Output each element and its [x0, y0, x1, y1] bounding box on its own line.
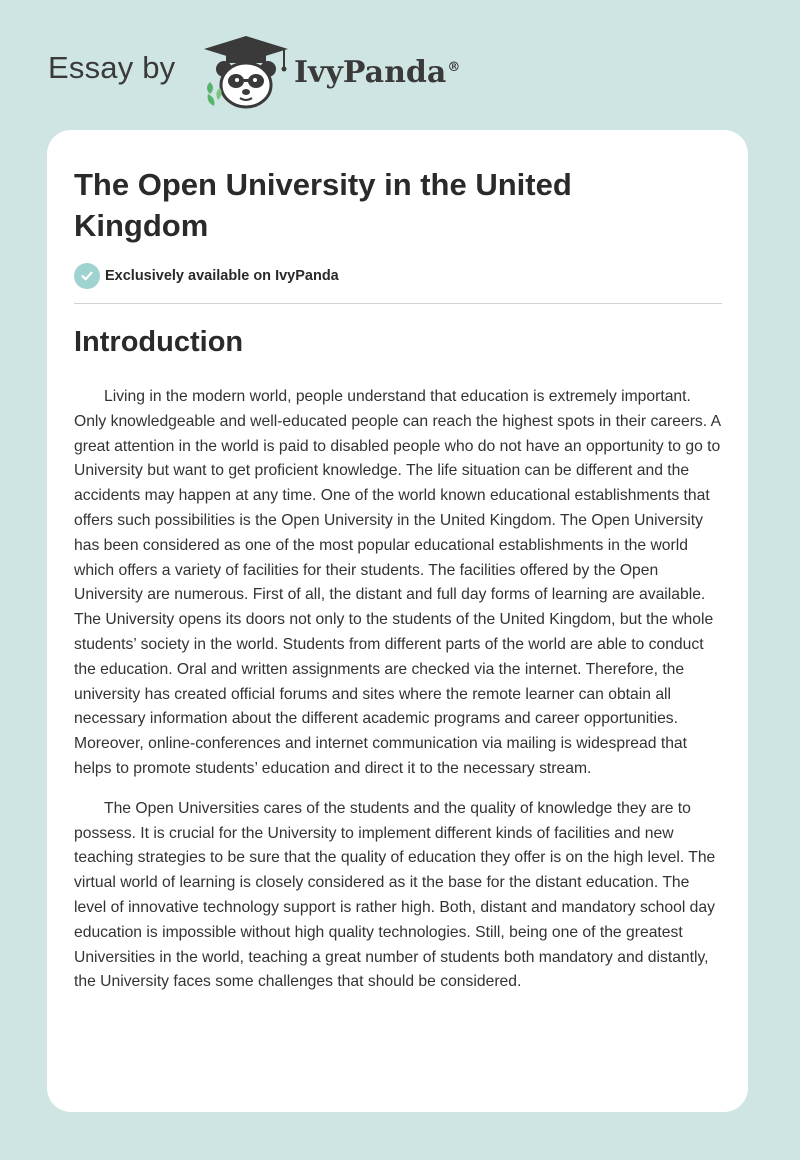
- brand-name-text: IvyPanda: [294, 55, 447, 90]
- essay-card: [47, 130, 748, 1112]
- panda-logo-icon[interactable]: [200, 34, 292, 110]
- registered-mark: ®: [447, 60, 461, 75]
- exclusive-badge: [74, 263, 339, 289]
- check-circle-icon: [74, 263, 100, 289]
- essay-body: [74, 385, 722, 1010]
- section-heading: Introduction: [74, 326, 244, 358]
- divider: [74, 303, 722, 304]
- paragraph: The Open Universities cares of the students and the quality of knowledge they are to possess. It is crucial for the University to implement different kinds of facilities and new teaching strategies to be sure that the quality of education they offer is on the high level. The virtual world of learning is closely considered as it the base for the distant education. The level of innovative technology support is rather high. Both, distant and mandatory school day education is impossible without high quality technologies. Still, being one of the greatest Universities in the world, teaching a great number of students both mandatory and distantly, the University faces some challenges that should be considered.: [74, 799, 716, 991]
- essay-title: The Open University in the United Kingdom: [74, 167, 572, 243]
- site-header: [0, 0, 800, 130]
- paragraph: Living in the modern world, people understand that education is extremely important. Only knowledgeable and well-educated people can reach the highest spots in their careers. A great attention in the world is paid to disabled people who do not have an opportunity to go to University but want to get proficient knowledge. The life situation can be different and the accidents may happen at any time. One of the world known educational establishments that offers such possibilities is the Open University in the United Kingdom. The Open University has been considered as one of the most popular educational establishments in the world which offers a variety of facilities for their students. The facilities offered by the Open University are numerous. First of all, the distant and full day forms of learning are available. The University opens its doors not only to the students of the United Kingdom, but the whole students’ society in the world. Students from different parts of the world are able to conduct the education. Oral and written assignments are checked via the internet. Therefore, the university has created official forums and sites where the remote learner can obtain all necessary information about the different academic programs and career opportunities. Moreover, online-conferences and internet communication via mailing is widespread that helps to promote students’ education and direct it to the necessary stream.: [74, 388, 721, 777]
- essay-by-label: Essay by: [48, 50, 176, 85]
- brand-name[interactable]: [294, 55, 460, 90]
- badge-label: Exclusively available on IvyPanda: [105, 268, 339, 284]
